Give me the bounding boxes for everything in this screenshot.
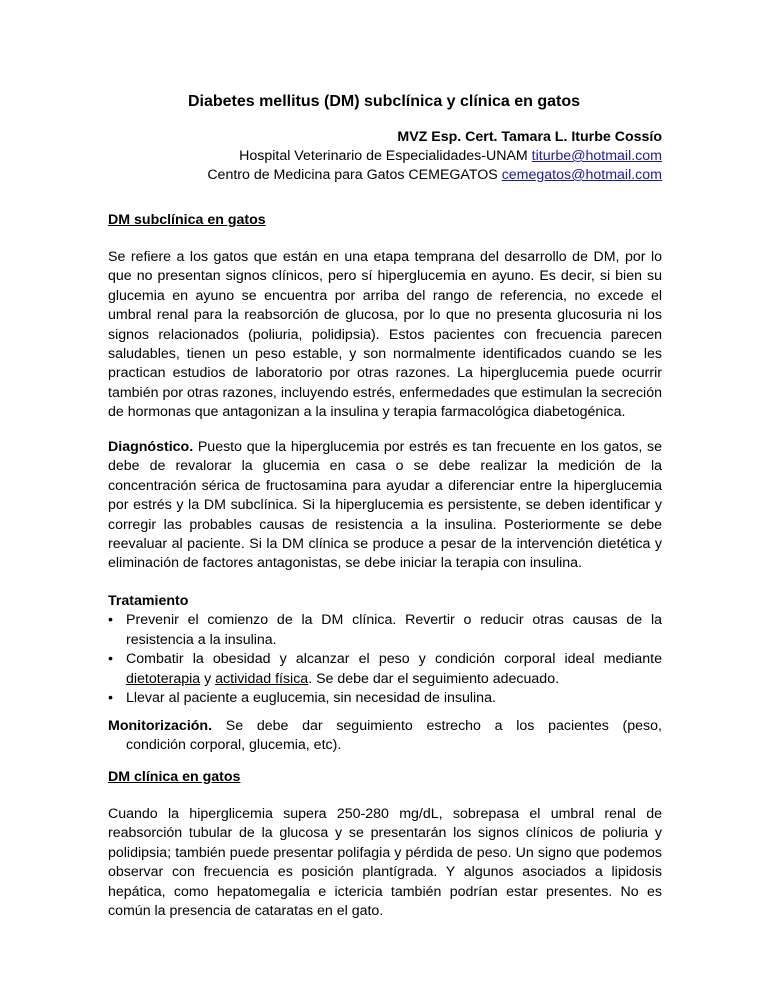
paragraph-dm-subclinica: Se refiere a los gatos que están en una etapa temprana del desarrollo de DM, por lo que no presentan signos clínicos, pero sí hiperglucemia en ayuno. Es decir, si bien su glucemia en ayuno se encuentra por arriba del rango de referencia, no excede el umbral renal para la reabsorción de glucosa, por lo que no presenta glucosuria ni los signos relacionados (poliuria, polidipsia). Estos pacientes con frecuencia parecen saludables, tienen un peso estable, y son normalmente identificados cuando se les practican estudios de laboratorio por otras razones. La hiperglucemia puede ocurrir también por otras razones, incluyendo estrés, enfermedades que estimulan la secreción de hormonas que antagonizan a la insulina y terapia farmacológica diabetogénica. bbox=[108, 249, 662, 421]
monitorizacion-continued: condición corporal, glucemia, etc). bbox=[126, 737, 342, 754]
tratamiento-list bbox=[108, 611, 662, 708]
tratamiento-heading: Tratamiento bbox=[108, 593, 189, 609]
monitorizacion-block bbox=[108, 717, 662, 756]
link-actividad-fisica[interactable]: actividad física bbox=[215, 670, 309, 687]
section-1-body bbox=[108, 248, 662, 423]
tratamiento-item-2-before: Combatir la obesidad y alcanzar el peso y condición corporal ideal mediante bbox=[126, 651, 662, 668]
affiliation-line-1 bbox=[239, 146, 662, 166]
diagnostico-text: Puesto que la hiperglucemia por estrés es tan frecuente en los gatos, se debe de revalorar la glucemia en casa o se debe realizar la medición de la concentración sérica de fructosamina para ayudar a diferenciar entre la hiperglucemia por estrés y la DM subclínica. Si la hiperglucemia es persistente, se deben identificar y corregir las probables causas de resistencia a la insulina. Posteriormente se debe reevaluar al paciente. Si la DM clínica se produce a pesar de la intervención dietética y eliminación de factores antagonistas, se debe iniciar la terapia con insulina. bbox=[108, 439, 662, 572]
section-2-body bbox=[108, 805, 662, 921]
monitorizacion-lead: Monitorización. bbox=[108, 718, 213, 734]
paragraph-monitorizacion bbox=[108, 717, 662, 736]
author-line: MVZ Esp. Cert. Tamara L. Iturbe Cossío bbox=[397, 129, 662, 145]
diagnostico-lead: Diagnóstico. bbox=[108, 439, 194, 455]
affiliation-1-text: Hospital Veterinario de Especialidades-UNAM bbox=[239, 148, 532, 164]
tratamiento-block bbox=[108, 592, 662, 708]
affiliation-line-2 bbox=[207, 165, 662, 185]
tratamiento-item-3: Llevar al paciente a euglucemia, sin necesidad de insulina. bbox=[126, 690, 496, 707]
bullet-icon: • bbox=[108, 612, 113, 629]
document-title: Diabetes mellitus (DM) subclínica y clínica en gatos bbox=[187, 93, 581, 110]
bullet-icon: • bbox=[108, 690, 113, 707]
bullet-icon: • bbox=[108, 651, 113, 668]
email-link-2[interactable]: cemegatos@hotmail.com bbox=[501, 167, 662, 183]
tratamiento-item-2-mid: y bbox=[200, 670, 216, 687]
list-item bbox=[108, 611, 662, 650]
section-heading-dm-subclinica: DM subclínica en gatos bbox=[108, 212, 266, 228]
email-link-1[interactable]: titurbe@hotmail.com bbox=[531, 148, 662, 164]
section-heading-dm-clinica: DM clínica en gatos bbox=[108, 769, 241, 785]
tratamiento-item-1: Prevenir el comienzo de la DM clínica. Revertir o reducir otras causas de la resistencia a la insulina. bbox=[126, 612, 662, 648]
affiliation-2-text: Centro de Medicina para Gatos CEMEGATOS bbox=[207, 167, 502, 183]
tratamiento-item-2-after: . Se debe dar el seguimiento adecuado. bbox=[308, 670, 560, 687]
list-item bbox=[108, 689, 662, 708]
list-item bbox=[108, 650, 662, 689]
monitorizacion-text: Se debe dar seguimiento estrecho a los pacientes (peso, bbox=[212, 718, 662, 734]
paragraph-diagnostico bbox=[108, 438, 662, 574]
link-dietoterapia[interactable]: dietoterapia bbox=[126, 670, 201, 687]
diagnostico-block bbox=[108, 438, 662, 574]
paragraph-dm-clinica: Cuando la hiperglicemia supera 250-280 mg/dL, sobrepasa el umbral renal de reabsorción tubular de la glucosa y se presentarán los signos clínicos de poliuria y polidipsia; también puede presentar polifagia y pérdida de peso. Un signo que podemos observar con frecuencia es posición plantígrada. Y algunos asociados a lipidosis hepática, como hepatomegalia e ictericia también podrían estar presentes. No es común la presencia de cataratas en el gato. bbox=[108, 806, 662, 920]
